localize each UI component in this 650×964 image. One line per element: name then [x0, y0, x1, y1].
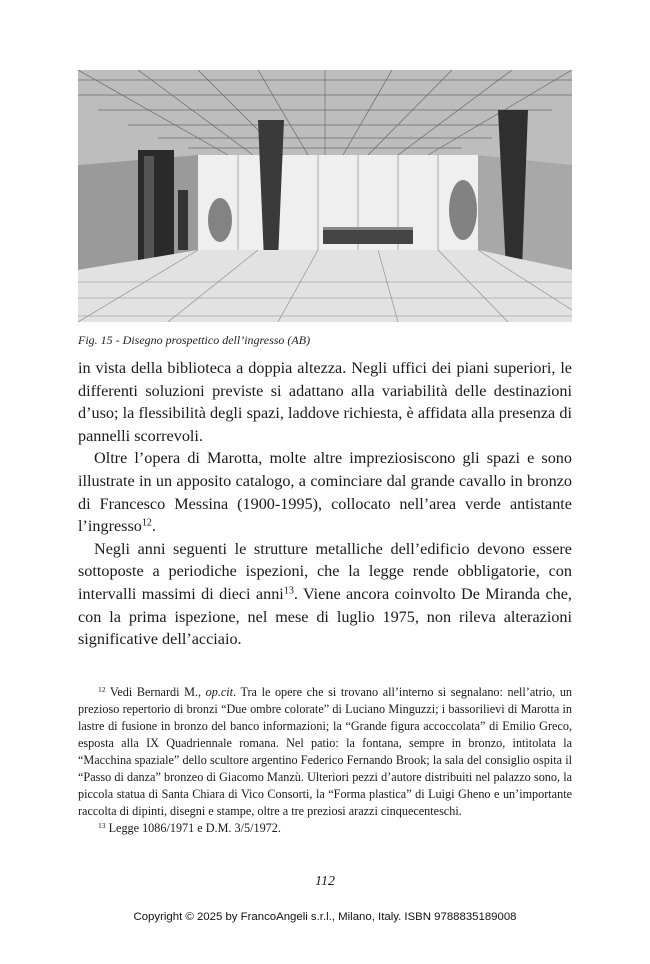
footnote-ref-13[interactable]: 13 [283, 585, 294, 597]
paragraph-1: in vista della biblioteca a doppia altezza. Negli uffici dei piani superiori, le differenti soluzioni previste si adattano alla variabilità delle destinazioni d’uso; la flessibilità degli spazi, laddove richiesta, è affidata alla presenza di pannelli scorrevoli. [78, 359, 572, 445]
paragraph-3-text-a: Negli anni seguenti le strutture metalliche dell’edificio devono essere sottoposte a periodiche ispezioni, che la legge rende obbligatorie, con intervalli massimi di dieci anni [78, 539, 572, 603]
footnote-13 [78, 820, 572, 837]
footnotes [78, 684, 572, 837]
paragraph-2-end: . [151, 517, 156, 536]
entrance-perspective-illustration [78, 70, 572, 322]
paragraph-3-text-b: . Viene ancora coinvolto De Miranda che, con la prima ispezione, nel mese di luglio 1975, non rileva alterazioni significative dell’acciaio. [78, 584, 572, 649]
main-text [78, 357, 572, 651]
paragraph-3 [78, 538, 572, 651]
footnote-12-text-a: Vedi Bernardi M., [105, 685, 206, 699]
footnote-12-citation: op.cit [205, 685, 234, 699]
footnote-13-text: Legge 1086/1971 e D.M. 3/5/1972. [105, 821, 281, 835]
footnote-ref-12[interactable]: 12 [141, 517, 152, 529]
footnote-12-mark: 12 [98, 684, 106, 694]
page-number: 112 [315, 874, 335, 889]
copyright-notice: Copyright © 2025 by FrancoAngeli s.r.l., Milano, Italy. ISBN 9788835189008 [133, 911, 517, 923]
footnote-12 [78, 684, 572, 820]
figure-caption: Fig. 15 - Disegno prospettico dell’ingresso (AB) [78, 333, 311, 347]
paragraph-2-text: Oltre l’opera di Marotta, molte altre impreziosiscono gli spazi e sono illustrate in un apposito catalogo, a cominciare dal grande cavallo in bronzo di Francesco Messina (1900-1995), collocato nell’area verde antistante l’ingresso [78, 449, 572, 536]
perspective-drawing-figure [78, 70, 572, 322]
paragraph-2 [78, 447, 572, 537]
footnote-13-mark: 13 [98, 820, 106, 830]
footnote-12-text-b: . Tra le opere che si trovano all’interno si segnalano: nell’atrio, un prezioso repertorio di bronzi “Due ombre colorate” di Luciano Minguzzi; i bassorilievi di Marotta in lastre di fusione in bronzo del banco informazioni; la “Grande figura accoccolata” di Emilio Greco, esposta alla IX Quadriennale romana. Nel patio: la fontana, sempre in bronzo, intitolata la “Macchina spaziale” dello scultore argentino Federico Fernando Brook; la sala del consiglio ospita il “Passo di danza” bronzeo di Giacomo Manzù. Ulteriori pezzi d’autore distribuiti nel palazzo sono, la piccola statua di Santa Chiara di Vico Consorti, la “Forma plastica” di Luigi Gheno e un’importante raccolta di dipinti, disegni e stampe, oltre a tre preziosi arazzi cinquecenteschi. [78, 685, 573, 818]
